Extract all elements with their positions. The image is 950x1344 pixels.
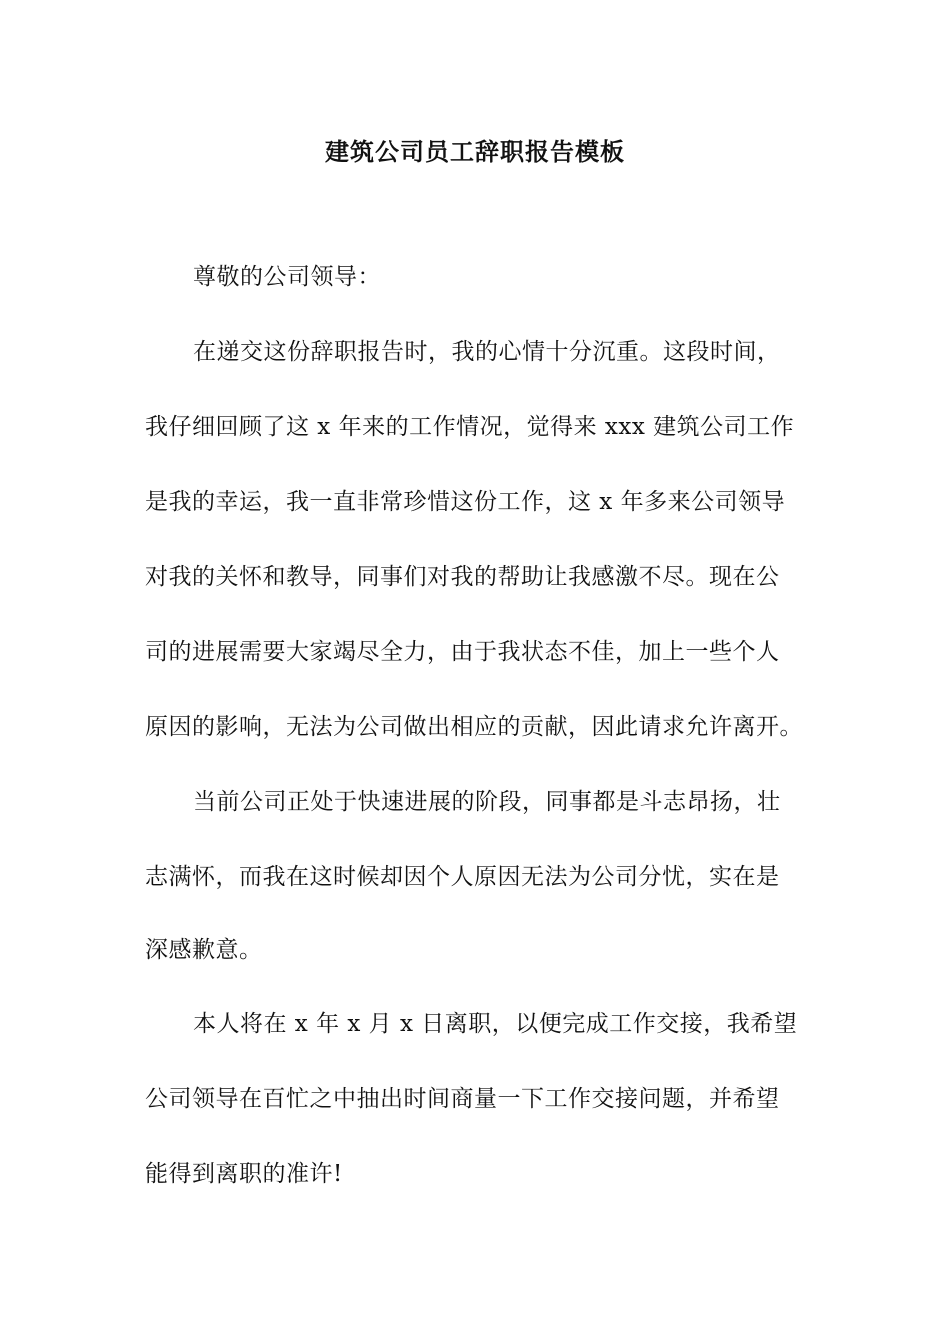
paragraph-1-line-2: 我仔细回顾了这 x 年来的工作情况，觉得来 xxx 建筑公司工作 [145, 414, 795, 440]
paragraph-2-line-3: 深感歉意。 [145, 937, 263, 963]
paragraph-1-line-1: 在递交这份辞职报告时，我的心情十分沉重。这段时间， [193, 339, 781, 365]
paragraph-2-line-1: 当前公司正处于快速进展的阶段，同事都是斗志昂扬，壮 [193, 789, 781, 815]
paragraph-1-line-4: 对我的关怀和教导，同事们对我的帮助让我感激不尽。现在公 [145, 564, 780, 590]
paragraph-1-line-3: 是我的幸运，我一直非常珍惜这份工作，这 x 年多来公司领导 [145, 489, 786, 515]
paragraph-3-line-3: 能得到离职的准许! [145, 1161, 343, 1187]
paragraph-3-line-2: 公司领导在百忙之中抽出时间商量一下工作交接问题，并希望 [145, 1086, 780, 1112]
salutation-line: 尊敬的公司领导： [193, 264, 381, 290]
paragraph-2-line-2: 志满怀，而我在这时候却因个人原因无法为公司分忧，实在是 [145, 864, 780, 890]
paragraph-3-line-1: 本人将在 x 年 x 月 x 日离职，以便完成工作交接，我希望 [193, 1011, 798, 1037]
paragraph-1-line-6: 原因的影响，无法为公司做出相应的贡献，因此请求允许离开。 [145, 714, 803, 740]
document-title: 建筑公司员工辞职报告模板 [325, 137, 625, 166]
paragraph-1-line-5: 司的进展需要大家竭尽全力，由于我状态不佳，加上一些个人 [145, 639, 780, 665]
